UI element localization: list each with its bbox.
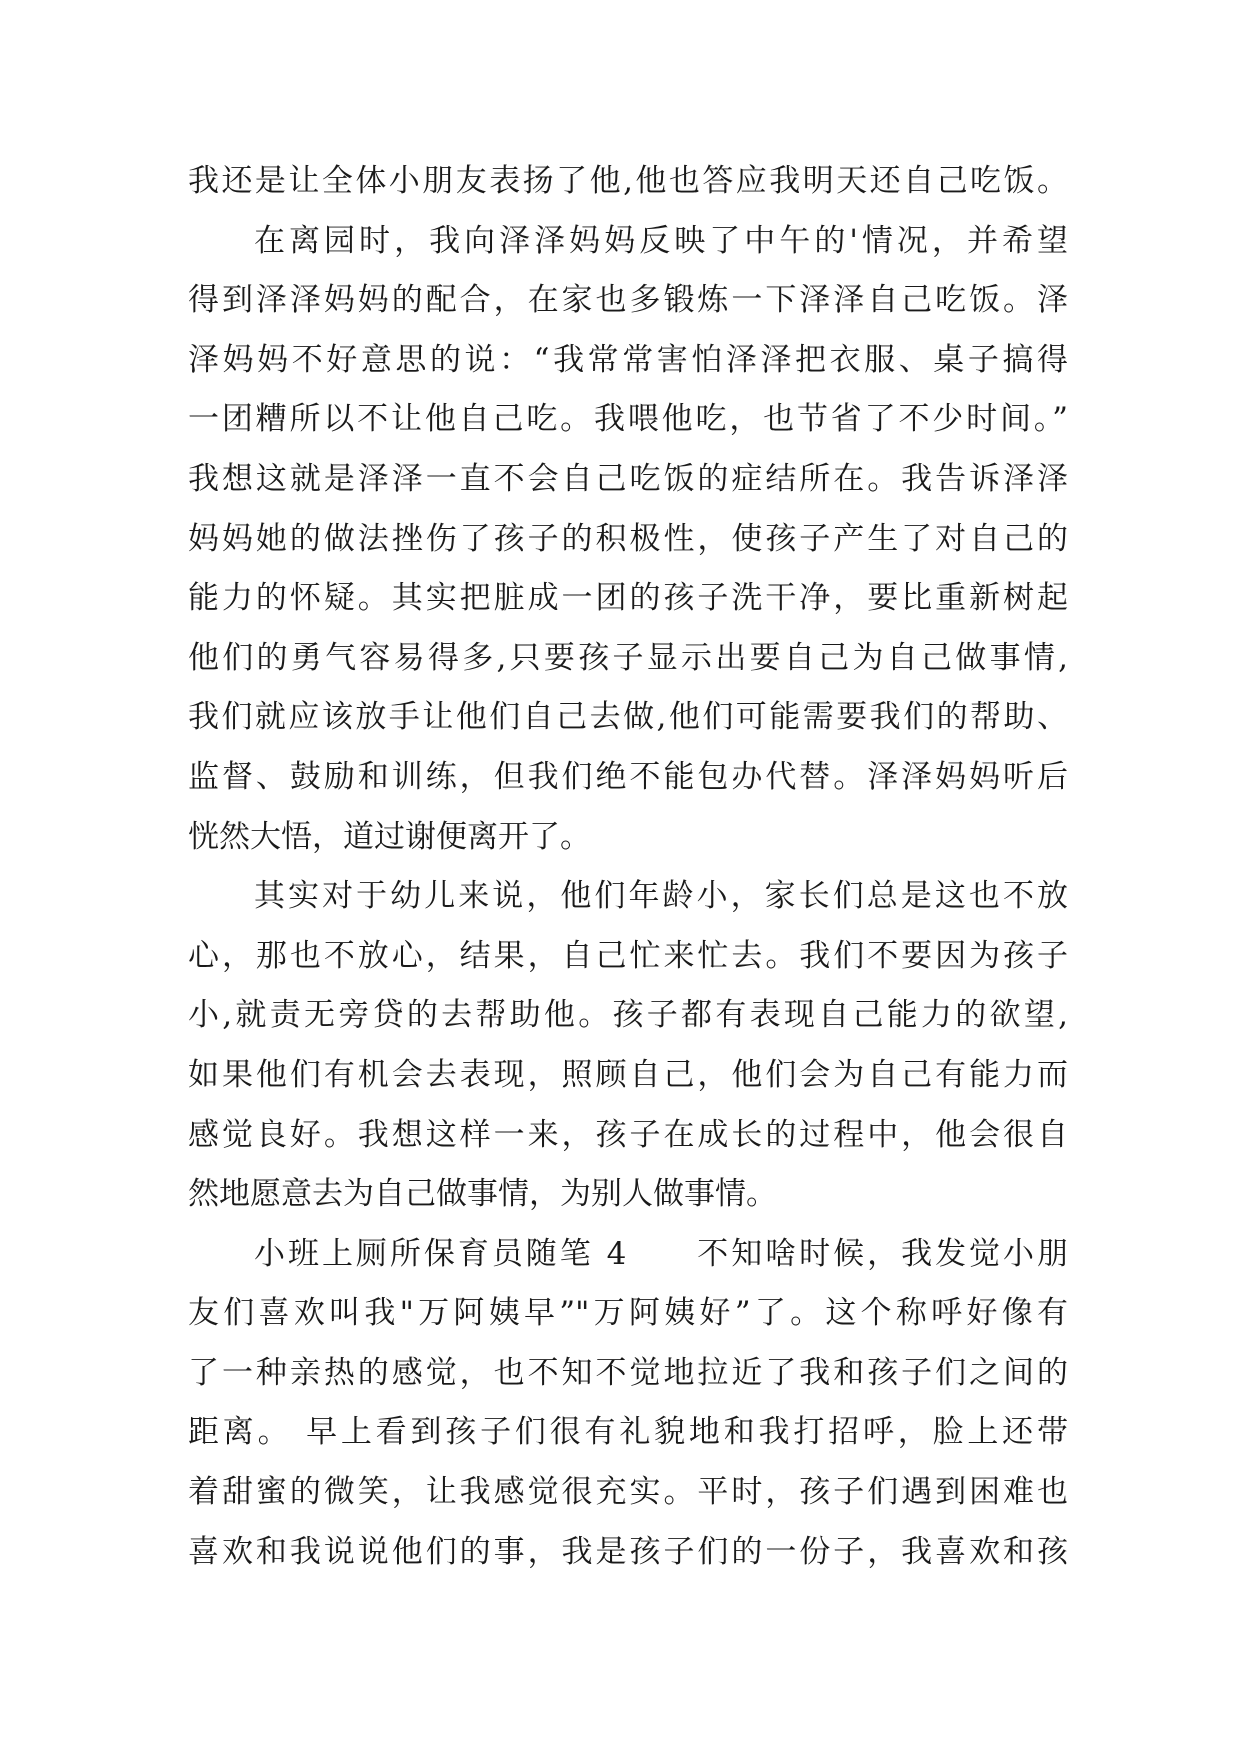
text-line: 小班上厕所保育员随笔 4 不知啥时候，我发觉小朋 [254, 1235, 1068, 1272]
text-line: 我们就应该放手让他们自己去做,他们可能需要我们的帮助、 [188, 699, 1068, 736]
text-line: 然地愿意去为自己做事情，为别人做事情。 [188, 1176, 777, 1213]
text-line: 一团糟所以不让他自己吃。我喂他吃，也节省了不少时间。” [188, 401, 1068, 438]
text-line: 妈妈她的做法挫伤了孩子的积极性，使孩子产生了对自己的 [188, 520, 1068, 557]
text-line: 小,就责无旁贷的去帮助他。孩子都有表现自己能力的欲望, [188, 997, 1068, 1034]
text-line: 着甜蜜的微笑，让我感觉很充实。平时，孩子们遇到困难也 [188, 1474, 1068, 1511]
text-line: 如果他们有机会去表现，照顾自己，他们会为自己有能力而 [188, 1056, 1068, 1093]
text-line: 了一种亲热的感觉，也不知不觉地拉近了我和孩子们之间的 [188, 1354, 1068, 1391]
text-line: 我还是让全体小朋友表扬了他,他也答应我明天还自己吃饭。 [188, 163, 1068, 199]
text-line: 友们喜欢叫我"万阿姨早”"万阿姨好”了。这个称呼好像有 [188, 1295, 1068, 1332]
text-line: 他们的勇气容易得多,只要孩子显示出要自己为自己做事情, [188, 639, 1068, 676]
text-line: 心，那也不放心，结果，自己忙来忙去。我们不要因为孩子 [188, 937, 1068, 974]
text-line: 感觉良好。我想这样一来，孩子在成长的过程中，他会很自 [188, 1116, 1068, 1153]
document-body [188, 152, 1068, 1582]
text-line: 其实对于幼儿来说，他们年龄小，家长们总是这也不放 [254, 878, 1068, 915]
text-line: 恍然大悟，道过谢便离开了。 [188, 818, 591, 855]
text-line: 能力的怀疑。其实把脏成一团的孩子洗干净，要比重新树起 [188, 580, 1068, 617]
text-line: 距离。 早上看到孩子们很有礼貌地和我打招呼，脸上还带 [188, 1414, 1068, 1451]
text-line: 监督、鼓励和训练，但我们绝不能包办代替。泽泽妈妈听后 [188, 758, 1068, 795]
text-line: 在离园时，我向泽泽妈妈反映了中午的'情况，并希望 [254, 222, 1068, 259]
text-line: 泽妈妈不好意思的说：“我常常害怕泽泽把衣服、桌子搞得 [188, 341, 1068, 378]
text-line: 喜欢和我说说他们的事，我是孩子们的一份子，我喜欢和孩 [188, 1533, 1068, 1570]
text-line: 得到泽泽妈妈的配合，在家也多锻炼一下泽泽自己吃饭。泽 [188, 282, 1068, 319]
text-line: 我想这就是泽泽一直不会自己吃饭的症结所在。我告诉泽泽 [188, 460, 1068, 497]
